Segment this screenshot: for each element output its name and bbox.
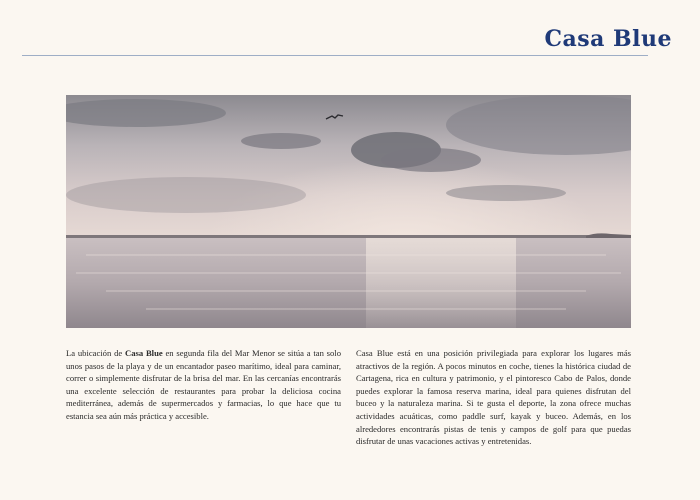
right-body-text: Casa Blue está en una posición privilegiada para explorar los lugares más atractivos de la región. A pocos minutos en coche, tienes la histórica ciudad de Cartagena, rica en cultura y patrimonio, y el pintoresco Cabo de Palos, donde puedes explorar la famosa reserva marina, ideal para quienes disfrutan del buceo y la naturaleza marina. Si te gusta el deporte, la zona ofrece muchas actividades acuáticas, como paddle surf, kayak y buceo. Además, en los alrededores encontrarás pistas de tenis y campos de golf para que puedas disfrutar de unas vacaciones activas y entretenidas. xyxy=(356,348,631,447)
text-column-left xyxy=(66,347,341,423)
hero-photo xyxy=(66,95,631,328)
sea-sunset-photo xyxy=(66,95,631,328)
left-body-text: en segunda fila del Mar Menor se sitúa a tan solo unos pasos de la playa y de un encantador paseo marítimo, ideal para caminar, correr o simplemente disfrutar de la brisa del mar. En las cercanías encontrarás una excelente selección de restaurantes para probar la deliciosa cocina mediterránea, además de supermercados y farmacias, lo que hace que tu estancia sea aún más práctica y accesible. xyxy=(66,348,341,421)
text-column-right xyxy=(356,347,631,448)
header-divider xyxy=(22,55,648,56)
brand-mention: Casa Blue xyxy=(125,348,163,358)
intro-text: La ubicación de xyxy=(66,348,125,358)
brand-logo: Casa Blue xyxy=(544,26,672,52)
